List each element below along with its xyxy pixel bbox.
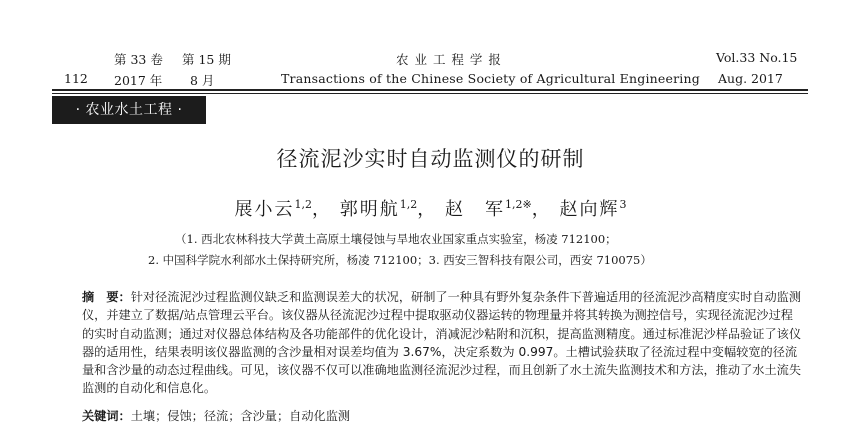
header-rule-thin [52,93,808,94]
keywords-label: 关键词： [82,409,131,423]
abstract [82,288,802,398]
month-label: 8 月 [190,73,215,88]
header-rule-thick [52,89,808,91]
issue-label: 第 15 期 [182,52,231,67]
volume-number-en: Vol.33 No.15 [716,50,798,65]
author-affiliation-mark: 1,2 [294,198,313,211]
author-affiliation-mark: 1,2※ [505,198,532,211]
author-name: 郭明航 [339,199,400,220]
author-name: 展小云 [234,199,295,220]
author-affiliation-mark: 1,2 [399,198,418,211]
author-name: 赵 军 [445,199,505,220]
journal-name-cn: 农 业 工 程 学 报 [396,52,502,67]
affiliation-line-2: 2. 中国科学院水利部水土保持研究所，杨凌 712100；3. 西安三智科技有限公司，西安 710075） [148,253,652,267]
abstract-label: 摘 要： [82,290,131,304]
section-tag: · 农业水土工程 · [52,96,206,124]
author-list: 展小云$^{1,2}$， 郭明航$^{1,2}$， 赵 军$^{1,2※}$， 赵向辉$^3$ [234,198,627,220]
keywords [82,407,350,424]
author-name: 赵向辉 [559,199,620,220]
abstract-text: 针对径流泥沙过程监测仪缺乏和监测误差大的状况，研制了一种具有野外复杂条件下普遍适用的径流泥沙高精度实时自动监测仪，并建立了数据/站点管理云平台。该仪器从径流泥沙过程中提取驱动仪器运转的物理量并将其转换为测控信号，实现径流泥沙过程的实时自动监测；通过对仪器总体结构及各功能部件的优化设计，消减泥沙粘附和沉积，提高监测精度。通过标准泥沙样品验证了该仪器的适用性，结果表明该仪器监测的含沙量相对误差均值为 3.67%，决定系数为 0.997。土槽试验获取了径流过程中变幅较宽的径流量和含沙量的动态过程曲线。可见，该仪器不仅可以准确地监测径流泥沙过程，而且创新了水土流失监测技术和方法，推动了水土流失监测的自动化和信息化。 [82,290,802,396]
journal-name-en: Transactions of the Chinese Society of Agricultural Engineering [281,71,700,86]
affiliation-line-1: （1. 西北农林科技大学黄土高原土壤侵蚀与旱地农业国家重点实验室，杨凌 712100； [175,232,617,246]
page-number: 112 [64,71,88,86]
year-label: 2017 年 [114,73,163,88]
author-affiliation-mark: 3 [619,198,627,211]
keywords-text: 土壤；侵蚀；径流；含沙量；自动化监测 [130,409,351,423]
date-en: Aug. 2017 [718,71,783,86]
paper-title: 径流泥沙实时自动监测仪的研制 [276,147,585,171]
volume-label: 第 33 卷 [114,52,163,67]
